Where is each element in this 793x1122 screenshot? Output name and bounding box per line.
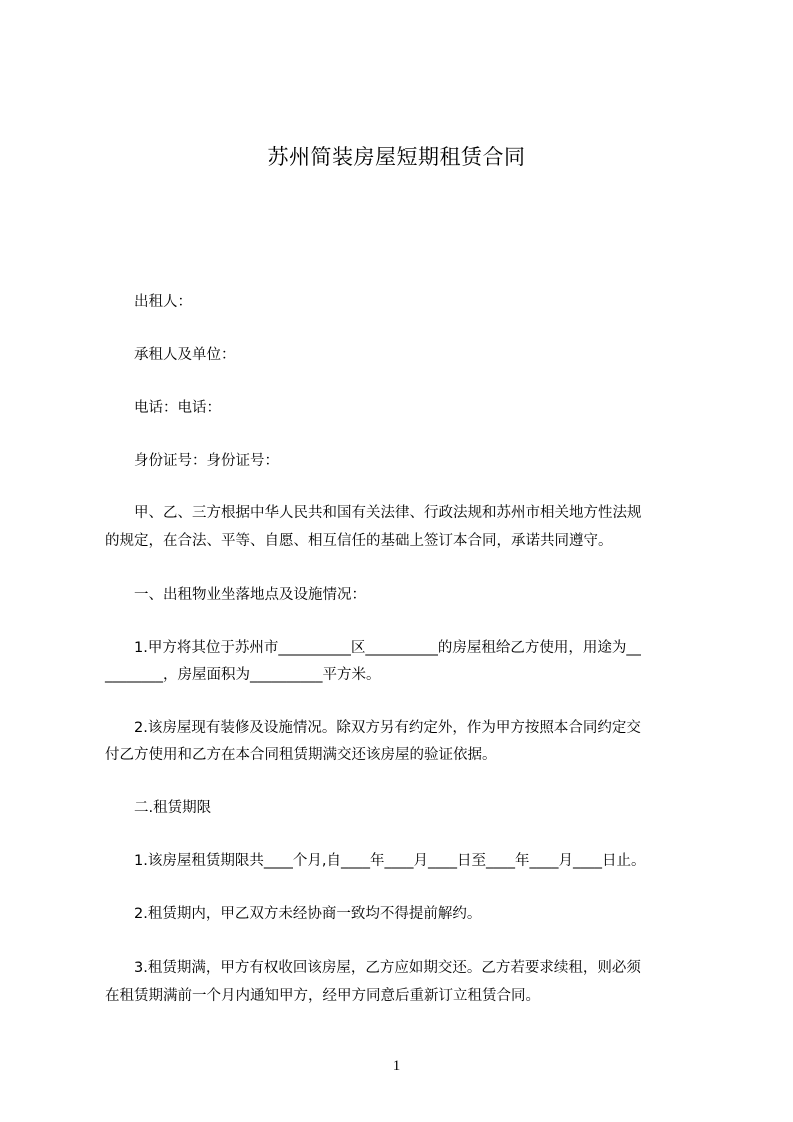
document-title: 苏州简装房屋短期租赁合同 (267, 145, 526, 169)
section-2-heading: 二.租赁期限 (105, 800, 212, 816)
clause-2-2-line: 2.租赁期内，甲乙双方未经协商一致均不得提前解约。 (105, 906, 482, 922)
clause-1-2-line-1: 2.该房屋现有装修及设施情况。除双方另有约定外，作为甲方按照本合同约定交 (105, 720, 641, 736)
lessee-line: 承租人及单位： (105, 347, 236, 363)
preamble-line-1: 甲、乙、三方根据中华人民共和国有关法律、行政法规和苏州市相关地方性法规 (105, 505, 642, 521)
clause-1-2-line-2: 付乙方使用和乙方在本合同租赁期满交还该房屋的验证依据。 (105, 747, 497, 763)
section-1-heading: 一、出租物业坐落地点及设施情况： (105, 587, 366, 603)
clause-2-3-line-1: 3.租赁期满，甲方有权收回该房屋，乙方应如期交还。乙方若要求续租，则必须 (105, 960, 641, 976)
clause-1-1-line-1: 1.甲方将其位于苏州市__________区__________的房屋租给乙方使用，用途为__ (105, 640, 641, 656)
id-number-line: 身份证号：身份证号： (105, 453, 279, 469)
clause-1-1-line-2: ________，房屋面积为__________平方米。 (105, 667, 381, 683)
phone-line: 电话：电话： (105, 400, 221, 416)
clause-2-3-line-2: 在租赁期满前一个月内通知甲方，经甲方同意后重新订立租赁合同。 (105, 988, 540, 1004)
preamble-line-2: 的规定，在合法、平等、自愿、相互信任的基础上签订本合同，承诺共同遵守。 (105, 533, 613, 549)
clause-2-1-line: 1.该房屋租赁期限共____个月,自____年____月____日至____年____月____日止。 (105, 853, 646, 869)
lessor-line: 出租人： (105, 294, 192, 310)
page-number: 1 (392, 1058, 401, 1074)
